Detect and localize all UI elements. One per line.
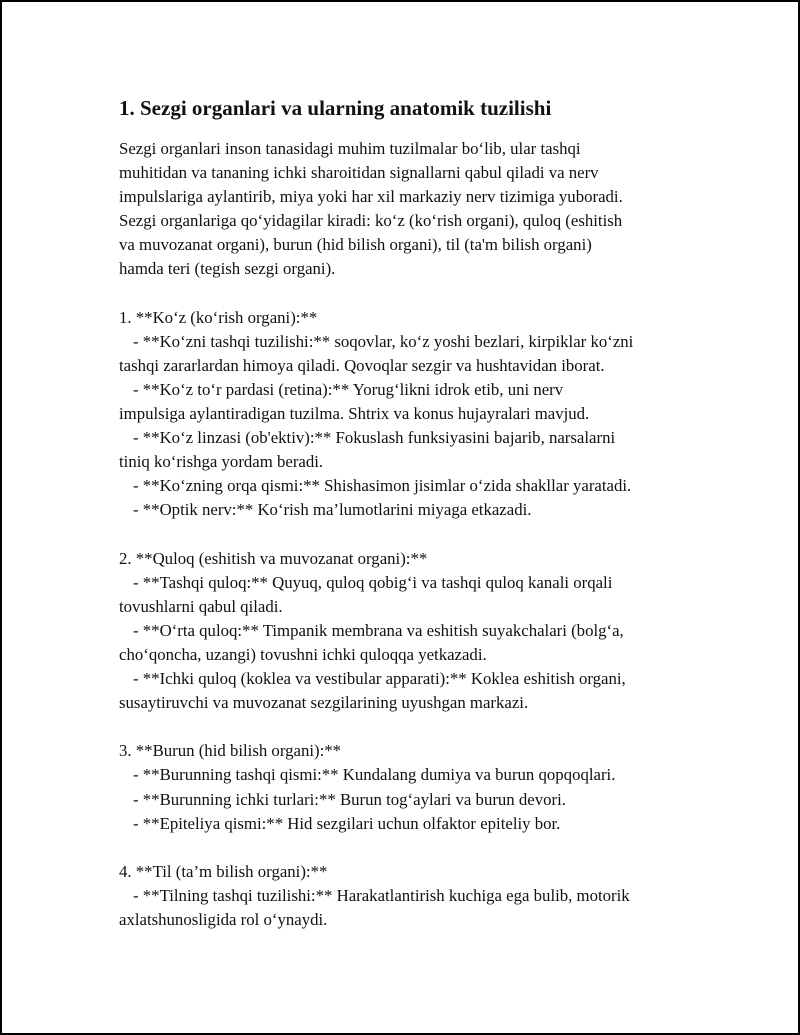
- section-heading: 1. **Ko‘z (ko‘rish organi):**: [119, 307, 318, 327]
- section-heading: 2. **Quloq (eshitish va muvozanat organi):**: [119, 548, 428, 568]
- paragraph-gap: [119, 836, 709, 860]
- list-item-line: - **Ko‘z to‘r pardasi (retina):** Yorug‘likni idrok etib, uni nerv: [133, 379, 564, 399]
- list-item-line: - **Tilning tashqi tuzilishi:** Harakatlantirish kuchiga ega bulib, motorik: [133, 885, 630, 905]
- section-heading: 4. **Til (ta’m bilish organi):**: [119, 861, 328, 881]
- list-item-line: - **Epiteliya qismi:** Hid sezgilari uchun olfaktor epiteliy bor.: [133, 813, 561, 833]
- list-item-line: tiniq ko‘rishga yordam beradi.: [119, 452, 324, 472]
- list-item-line: - **Tashqi quloq:** Quyuq, quloq qobig‘i va tashqi quloq kanali orqali: [133, 572, 613, 592]
- list-item-line: cho‘qoncha, uzangi) tovushni ichki quloqqa yetkazadi.: [119, 644, 487, 664]
- list-item-line: axlatshunosligida rol o‘ynaydi.: [119, 910, 328, 929]
- document-body: [119, 94, 709, 932]
- list-item-line: - **Ko‘zning orqa qismi:** Shishasimon jisimlar o‘zida shakllar yaratadi.: [133, 476, 632, 496]
- paragraph-gap: [119, 282, 709, 306]
- intro-line: muhitidan va tananing ichki sharoitidan signallarni qabul qiladi va nerv: [119, 163, 599, 183]
- list-item-line: tashqi zararlardan himoya qiladi. Qovoqlar sezgir va hushtavidan iborat.: [119, 355, 605, 375]
- list-item-line: tovushlarni qabul qiladi.: [119, 596, 283, 616]
- section-tongue: [119, 860, 709, 932]
- list-item-line: - **Burunning tashqi qismi:** Kundalang dumiya va burun qopqoqlari.: [133, 765, 616, 785]
- page-title: 1. Sezgi organlari va ularning anatomik tuzilishi: [119, 96, 552, 120]
- section-eye: [119, 306, 709, 523]
- intro-paragraph: [119, 137, 709, 282]
- paragraph-gap: [119, 523, 709, 547]
- list-item-line: - **Burunning ichki turlari:** Burun tog‘aylari va burun devori.: [133, 789, 566, 809]
- intro-line: Sezgi organlari inson tanasidagi muhim tuzilmalar bo‘lib, ular tashqi: [119, 139, 581, 158]
- intro-line: va muvozanat organi), burun (hid bilish organi), til (ta'm bilish organi): [119, 235, 592, 255]
- list-item-line: impulsiga aylantiradigan tuzilma. Shtrix va konus hujayralari mavjud.: [119, 404, 590, 424]
- list-item-line: - **Ichki quloq (koklea va vestibular apparati):** Koklea eshitish organi,: [133, 669, 626, 689]
- list-item-line: - **Optik nerv:** Ko‘rish ma’lumotlarini miyaga etkazadi.: [133, 500, 532, 520]
- intro-line: hamda teri (tegish sezgi organi).: [119, 259, 336, 279]
- list-item-line: - **O‘rta quloq:** Timpanik membrana va eshitish suyakchalari (bolg‘a,: [133, 620, 624, 640]
- list-item-line: - **Ko‘zni tashqi tuzilishi:** soqovlar, ko‘z yoshi bezlari, kirpiklar ko‘zni: [133, 331, 634, 351]
- section-ear: [119, 547, 709, 716]
- section-heading: 3. **Burun (hid bilish organi):**: [119, 741, 342, 761]
- paragraph-gap: [119, 715, 709, 739]
- intro-line: impulslariga aylantirib, miya yoki har xil markaziy nerv tizimiga yuboradi.: [119, 187, 623, 207]
- list-item-line: - **Ko‘z linzasi (ob'ektiv):** Fokuslash funksiyasini bajarib, narsalarni: [133, 428, 616, 448]
- intro-line: Sezgi organlariga qo‘yidagilar kiradi: ko‘z (ko‘rish organi), quloq (eshitish: [119, 211, 623, 231]
- list-item-line: susaytiruvchi va muvozanat sezgilarining uyushgan markazi.: [119, 693, 529, 713]
- section-nose: [119, 739, 709, 835]
